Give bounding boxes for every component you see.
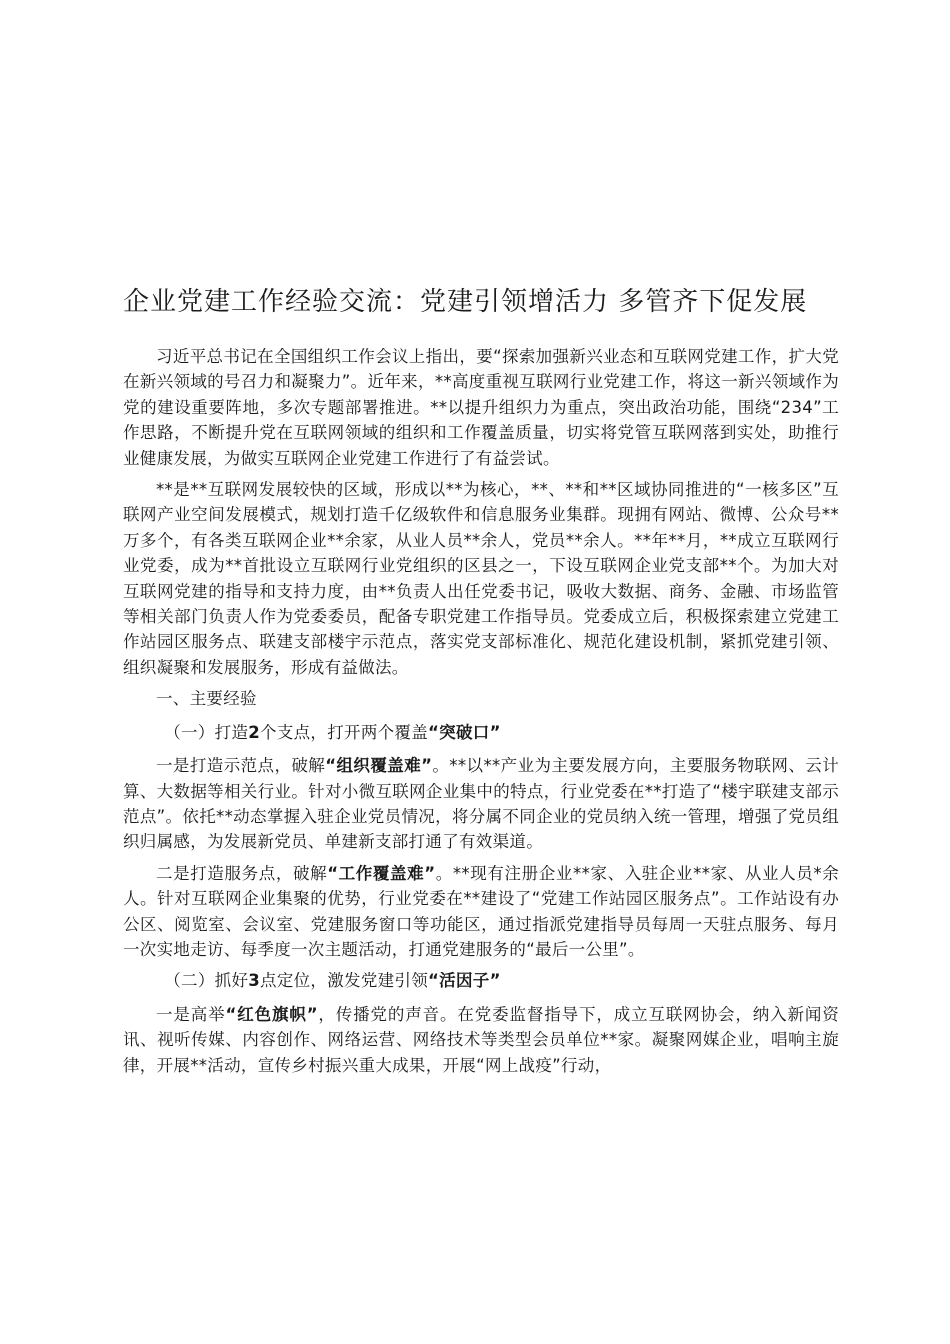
- paragraph-emphasis: “工作覆盖难”: [327, 863, 436, 883]
- paragraph-body: ，传播党的声音。在党委监督指导下，成立互联网协会，纳入新闻资讯、视听传媒、内容创作、网络运营、网络技术等类型会员单位**家。凝聚网媒企业，唱响主旋律，开展**活动，宣传乡村振兴重大成果，开展“网上战疫”行动，: [123, 1004, 840, 1075]
- paragraph-lead: 一是打造示范点，破解: [156, 756, 326, 776]
- subsection-1-emphasis: “突破口”: [428, 722, 501, 742]
- intro-paragraph-2: **是**互联网发展较快的区域，形成以**为核心，**、**和**区域协同推进的“一核多区”互联网产业空间发展模式，规划打造千亿级软件和信息服务业集群。现拥有网站、微博、公众号**万多个，有各类互联网企业**余家，从业人员**余人，党员**余人。**年**月，**成立互联网行业党委，成为**首批设立互联网行业党组织的区县之一，下设互联网企业党支部**个。为加大对互联网党建的指导和支持力度，由**负责人出任党委书记，吸收大数据、商务、金融、市场监管等相关部门负责人作为党委委员，配备专职党建工作指导员。党委成立后，积极探索建立党建工作站园区服务点、联建支部楼宇示范点，落实党支部标准化、规范化建设机制，紧抓党建引领、组织凝聚和发展服务，形成有益做法。: [123, 480, 839, 677]
- subsection-2-paragraph-1: [123, 1002, 839, 1078]
- paragraph-body: 。**现有注册企业**家、入驻企业**家、从业人员*余人。针对互联网企业集聚的优势，行业党委在**建设了“党建工作站园区服务点”。工作站设有办公区、阅览室、会议室、党建服务窗口等功能区，通过指派党建指导员每周一天驻点服务、每月一次实地走访、每季度一次主题活动，打通党建服务的“最后一公里”。: [123, 863, 839, 959]
- subsection-1-middle: 个支点，打开两个覆盖: [260, 722, 429, 742]
- subsection-1-paragraph-2: [123, 861, 839, 963]
- paragraph-lead: 二是打造服务点，破解: [156, 863, 328, 883]
- subsection-heading-1: [123, 720, 839, 745]
- intro-paragraph-1: 习近平总书记在全国组织工作会议上指出，要“探索加强新兴业态和互联网党建工作，扩大党在新兴领域的号召力和凝聚力”。近年来，**高度重视互联网行业党建工作，将这一新兴领域作为党的建设重要阵地，多次专题部署推进。**以提升组织力为重点，突出政治功能，围绕“234”工作思路，不断提升党在互联网领域的组织和工作覆盖质量，切实将党管互联网落到实处，助推行业健康发展，为做实互联网企业党建工作进行了有益尝试。: [123, 347, 839, 468]
- subsection-2-emphasis: “活因子”: [428, 971, 501, 991]
- paragraph-lead: 一是高举: [156, 1004, 226, 1024]
- subsection-2-prefix: （二）抓好: [164, 971, 249, 991]
- paragraph-body: 。**以**产业为主要发展方向，主要服务物联网、云计算、大数据等相关行业。针对小微互联网企业集中的特点，行业党委在**打造了“楼宇联建支部示范点”。依托**动态掌握入驻企业党员情况，将分属不同企业的党员纳入统一管理，增强了党员组织归属感，为发展新党员、单建新支部打通了有效渠道。: [123, 756, 839, 852]
- document-page: [123, 278, 839, 1084]
- subsection-2-middle: 点定位，激发党建引领: [260, 971, 429, 991]
- section-heading: 一、主要经验: [156, 689, 257, 709]
- paragraph-emphasis: “红色旗帜”: [225, 1004, 318, 1024]
- subsection-1-prefix: （一）打造: [164, 722, 249, 742]
- paragraph-emphasis: “组织覆盖难”: [325, 756, 433, 776]
- document-title: 企业党建工作经验交流：党建引领增活力 多管齐下促发展: [123, 287, 808, 317]
- subsection-1-number: 2: [248, 722, 261, 742]
- subsection-heading-2: [123, 968, 839, 993]
- subsection-2-number: 3: [248, 971, 261, 991]
- subsection-1-paragraph-1: [123, 753, 839, 855]
